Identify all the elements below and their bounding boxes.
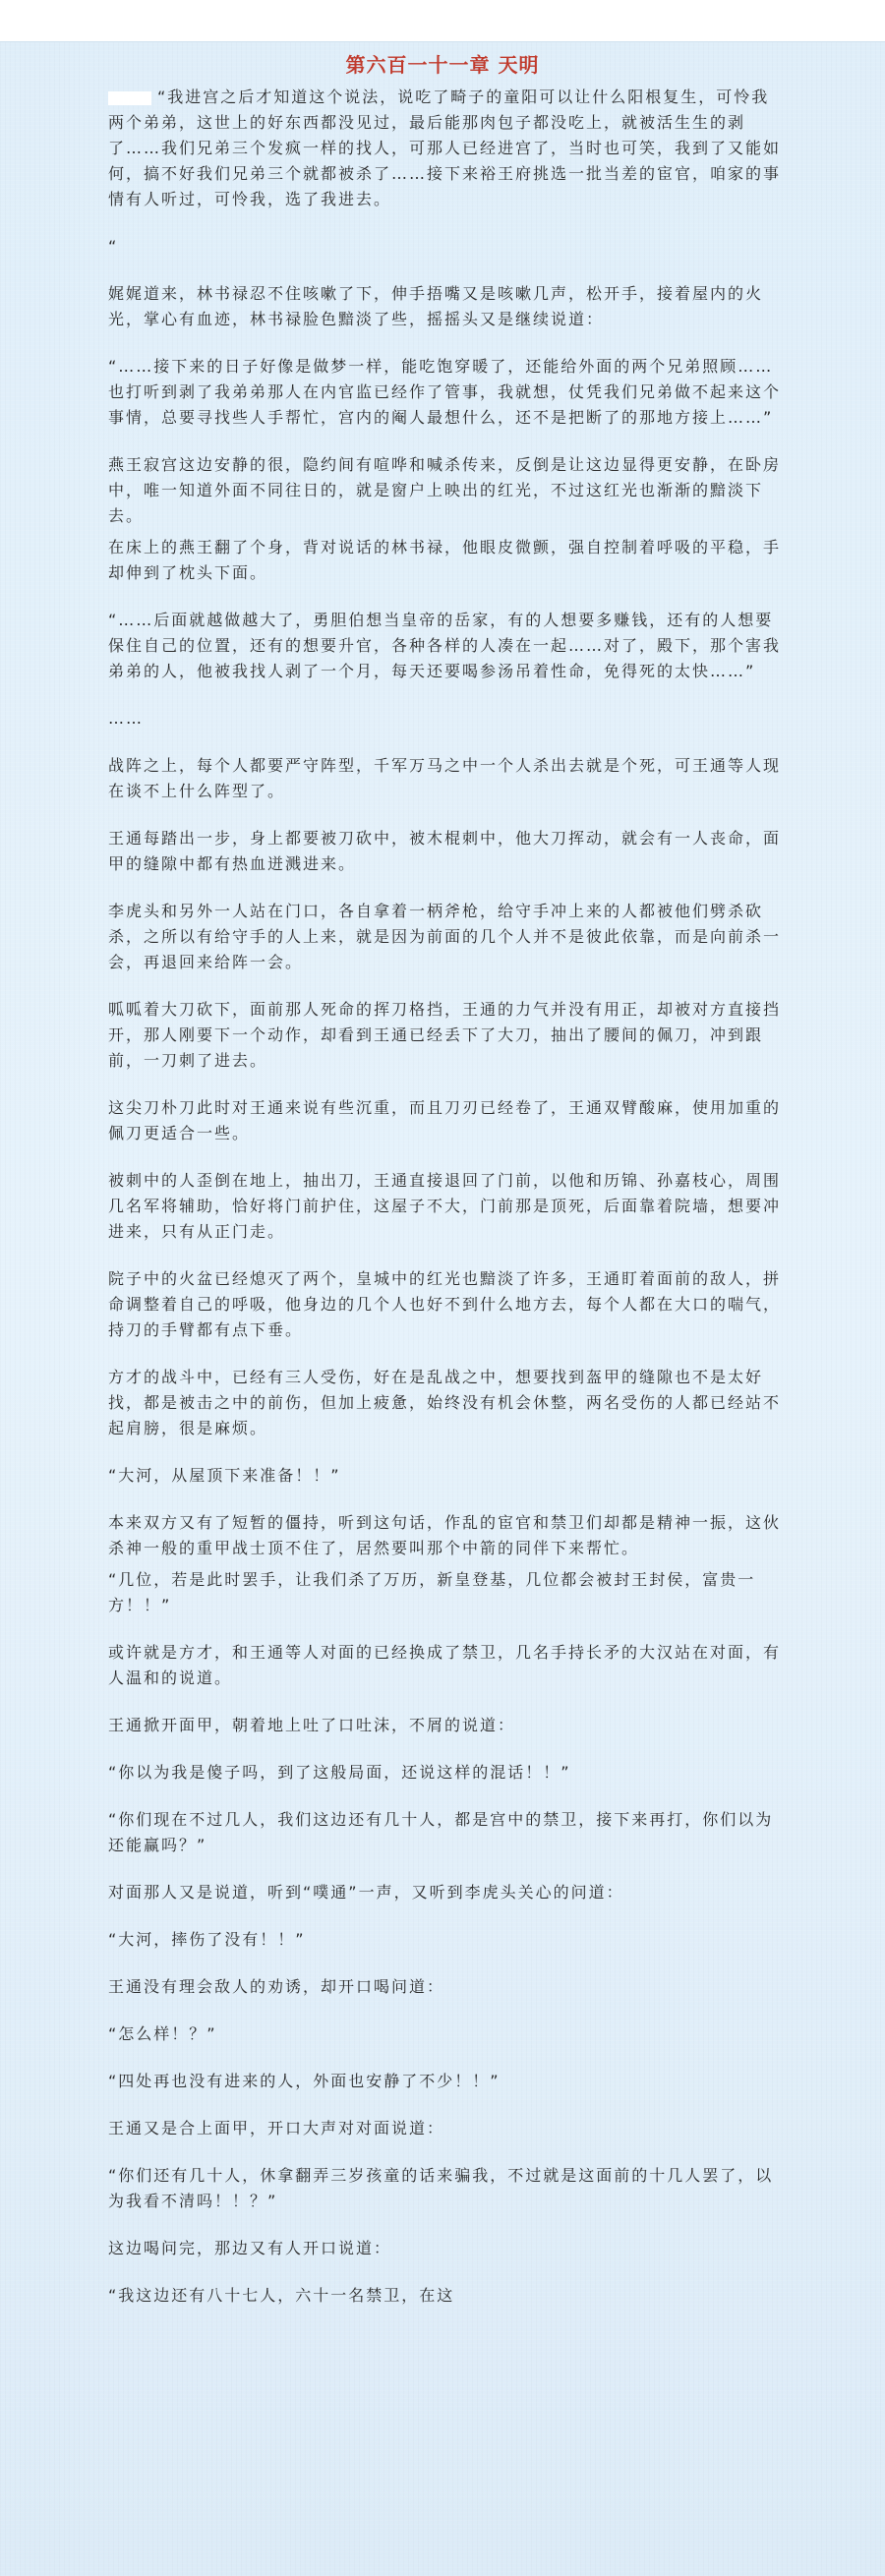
paragraph-20: 或许就是方才，和王通等人对面的已经换成了禁卫，几名手持长矛的大汉站在对面，有人温和的说道。 [108, 1643, 782, 1687]
paragraph-26: 王通没有理会敌人的劝诱，却开口喝问道： [108, 1977, 445, 1996]
paragraph-31: 这边喝问完，那边又有人开口说道： [108, 2239, 392, 2257]
paragraph-22: “你以为我是傻子吗，到了这般局面，还说这样的混话！！” [108, 1763, 571, 1782]
paragraph-24: 对面那人又是说道，听到“噗通”一声，又听到李虎头关心的问道： [108, 1883, 624, 1902]
paragraph-29: 王通又是合上面甲，开口大声对对面说道： [108, 2119, 445, 2137]
top-band [0, 0, 885, 42]
paragraph-15: 院子中的火盆已经熄灭了两个，皇城中的红光也黯淡了许多，王通盯着面前的敌人，拼命调整着自己的呼吸，他身边的几个人也好不到什么地方去，每个人都在大口的喘气，持刀的手臂都有点下垂。 [108, 1269, 782, 1339]
paragraph-text: “我进宫之后才知道这个说法，说吃了畸子的童阳可以让什么阳根复生，可怜我两个弟弟，这世上的好东西都没见过，最后能那肉包子都没吃上，就被活生生的剥了……我们兄弟三个发疯一样的找人，可那人已经进宫了，当时也可笑，我到了又能如何，搞不好我们兄弟三个就都被杀了……接下来裕王府挑选一批当差的宦官，咱家的事情有人听过，可怜我，选了我进去。 [108, 88, 782, 208]
paragraph-14: 被刺中的人歪倒在地上，抽出刀，王通直接退回了门前，以他和历锦、孙嘉枝心，周围几名军将辅助，恰好将门前护住，这屋子不大，门前那是顶死，后面靠着院墙，想要冲进来，只有从正门走。 [108, 1171, 782, 1241]
paragraph-4: “……接下来的日子好像是做梦一样，能吃饱穿暖了，还能给外面的两个兄弟照顾……也打听到剥了我弟弟那人在内官监已经作了管事，我就想，仗凭我们兄弟做不起来这个事情，总要寻找些人手帮忙，宫内的阉人最想什么，还不是把断了的那地方接上……” [108, 357, 782, 427]
paragraph-8: …… [108, 709, 144, 728]
chapter-body [108, 85, 787, 2330]
paragraph-6: 在床上的燕王翻了个身，背对说话的林书禄，他眼皮微颤，强自控制着呼吸的平稳，手却伸到了枕头下面。 [108, 538, 782, 582]
paragraph-23: “你们现在不过几人，我们这边还有几十人，都是宫中的禁卫，接下来再打，你们以为还能赢吗？” [108, 1810, 774, 1854]
paragraph-19: “几位，若是此时罢手，让我们杀了万历，新皇登基，几位都会被封王封侯，富贵一方！！” [108, 1570, 756, 1614]
paragraph-10: 王通每踏出一步，身上都要被刀砍中，被木棍刺中，他大刀挥动，就会有一人丧命，面甲的缝隙中都有热血迸溅进来。 [108, 829, 782, 873]
paragraph-7: “……后面就越做越大了，勇胆伯想当皇帝的岳家，有的人想要多赚钱，还有的人想要保住自己的位置，还有的想要升官，各种各样的人凑在一起……对了，殿下，那个害我弟弟的人，他被我找人剥了一个月，每天还要喝参汤吊着性命，免得死的太快……” [108, 611, 782, 680]
paragraph-1 [108, 85, 787, 212]
paragraph-5: 燕王寂宫这边安静的很，隐约间有喧哗和喊杀传来，反倒是让这边显得更安静，在卧房中，唯一知道外面不同往日的，就是窗户上映出的红光，不过这红光也渐渐的黯淡下去。 [108, 455, 782, 525]
paragraph-18: 本来双方又有了短暂的僵持，听到这句话，作乱的宦官和禁卫们却都是精神一振，这伙杀神一般的重甲战士顶不住了，居然要叫那个中箭的同伴下来帮忙。 [108, 1513, 782, 1557]
paragraph-21: 王通掀开面甲，朝着地上吐了口吐沫，不屑的说道： [108, 1716, 516, 1734]
paragraph-9: 战阵之上，每个人都要严守阵型，千军万马之中一个人杀出去就是个死，可王通等人现在谈不上什么阵型了。 [108, 756, 782, 800]
paragraph-11: 李虎头和另外一人站在门口，各自拿着一柄斧枪，给守手冲上来的人都被他们劈杀砍杀，之所以有给守手的人上来，就是因为前面的几个人并不是彼此依靠，而是向前杀一会，再退回来给阵一会。 [108, 902, 782, 971]
paragraph-12: 呱呱着大刀砍下，面前那人死命的挥刀格挡，王通的力气并没有用正，却被对方直接挡开，那人刚要下一个动作，却看到王通已经丢下了大刀，抽出了腰间的佩刀，冲到跟前，一刀刺了进去。 [108, 1000, 782, 1070]
paragraph-32: “我这边还有八十七人，六十一名禁卫，在这 [108, 2286, 455, 2305]
paragraph-2: “ [108, 237, 119, 256]
paragraph-27: “怎么样！？” [108, 2024, 217, 2043]
paragraph-17: “大河，从屋顶下来准备！！” [108, 1466, 341, 1485]
paragraph-16: 方才的战斗中，已经有三人受伤，好在是乱战之中，想要找到盔甲的缝隙也不是太好找，都是被击之中的前伤，但加上疲惫，始终没有机会休整，两名受伤的人都已经站不起肩膀，很是麻烦。 [108, 1368, 782, 1437]
paragraph-13: 这尖刀朴刀此时对王通来说有些沉重，而且刀刃已经卷了，王通双臂酸麻，使用加重的佩刀更适合一些。 [108, 1098, 782, 1142]
paragraph-28: “四处再也没有进来的人，外面也安静了不少！！” [108, 2072, 501, 2090]
redacted-block [108, 91, 151, 105]
paragraph-3: 娓娓道来，林书禄忍不住咳嗽了下，伸手捂嘴又是咳嗽几声，松开手，接着屋内的火光，掌心有血迹，林书禄脸色黯淡了些，摇摇头又是继续说道： [108, 284, 764, 328]
paragraph-30: “你们还有几十人，休拿翻弄三岁孩童的话来骗我，不过就是这面前的十几人罢了，以为我看不清吗！！？” [108, 2166, 774, 2210]
paragraph-25: “大河，摔伤了没有！！” [108, 1930, 306, 1949]
chapter-title: 第六百一十一章 天明 [345, 53, 540, 77]
